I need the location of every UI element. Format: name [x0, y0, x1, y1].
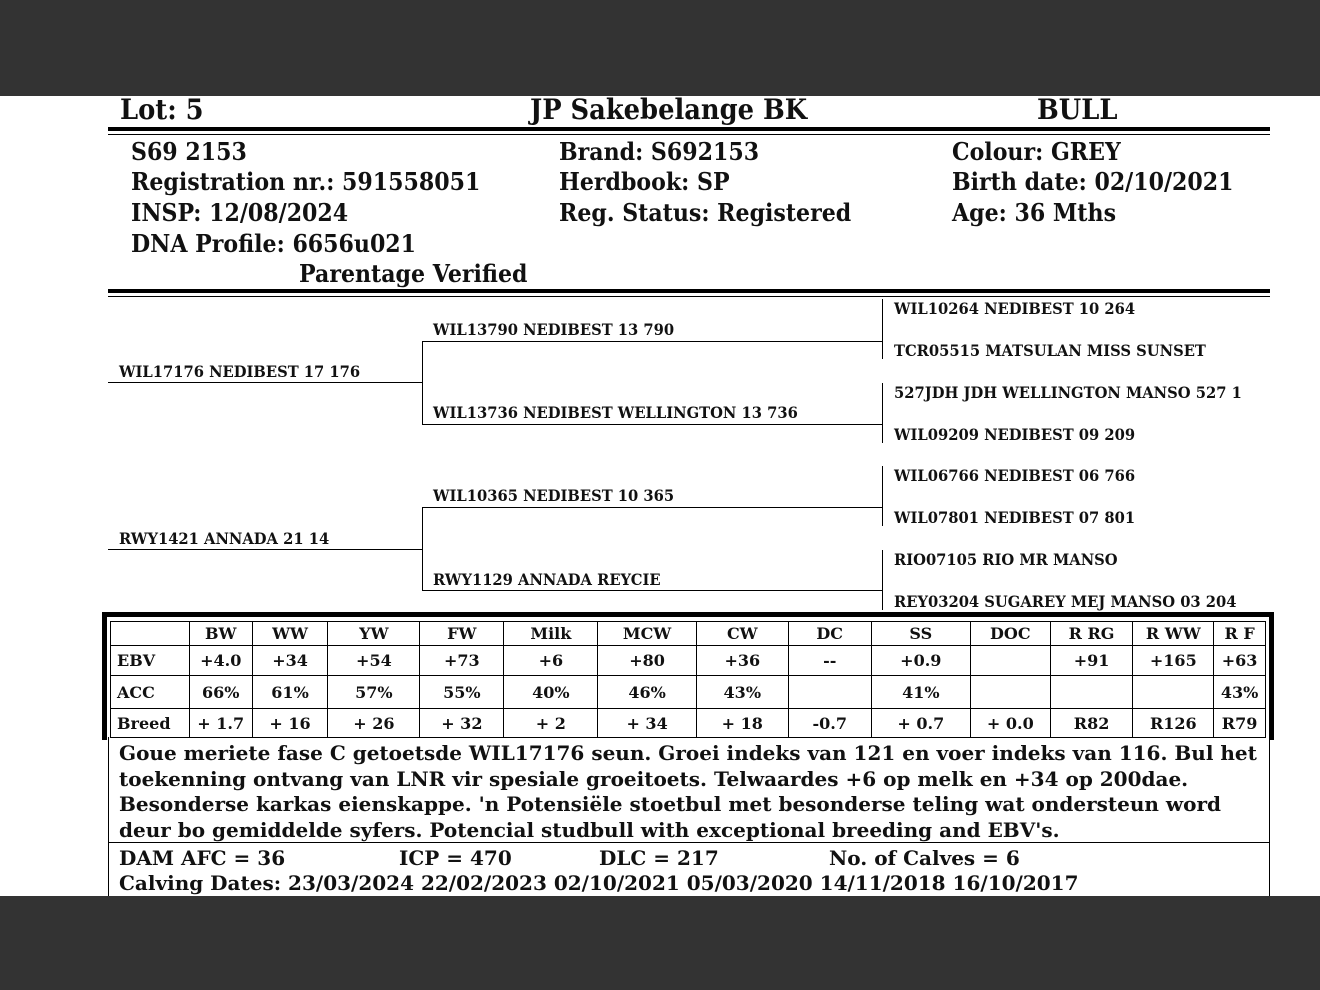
table-header-cell: WW — [252, 622, 328, 646]
dna-profile: DNA Profile: 6656u021 — [131, 229, 417, 258]
pedigree-dam-sire: WIL10365 NEDIBEST 10 365 — [433, 486, 675, 505]
table-cell: + 0.0 — [970, 709, 1050, 738]
table-cell — [970, 676, 1050, 709]
table-cell: +91 — [1050, 646, 1133, 676]
ggp-bracket-2 — [882, 383, 883, 443]
dlc: DLC = 217 — [599, 846, 719, 870]
table-header-cell: DOC — [970, 622, 1050, 646]
ggp-bracket-1 — [882, 299, 883, 359]
table-row-acc — [111, 676, 1266, 709]
comment-border-left — [108, 737, 109, 896]
table-row-ebv — [111, 646, 1266, 676]
ggp-bracket-4 — [882, 550, 883, 610]
table-frame-left — [102, 612, 107, 740]
pedigree-sire: WIL17176 NEDIBEST 17 176 — [119, 362, 361, 381]
table-cell — [970, 646, 1050, 676]
table-row-breed — [111, 709, 1266, 738]
animal-id: S69 2153 — [131, 137, 247, 166]
table-cell: +80 — [598, 646, 696, 676]
table-cell: R79 — [1214, 709, 1266, 738]
table-header-cell — [111, 622, 190, 646]
table-header-cell: CW — [696, 622, 788, 646]
table-cell: + 26 — [328, 709, 420, 738]
table-cell: 40% — [504, 676, 598, 709]
dam-sire-line — [422, 507, 882, 508]
table-cell: R126 — [1133, 709, 1214, 738]
table-cell: EBV — [111, 646, 190, 676]
table-frame-right — [1269, 612, 1274, 740]
pedigree-ggp-4: WIL09209 NEDIBEST 09 209 — [894, 425, 1136, 444]
seller-name: JP Sakebelange BK — [530, 93, 808, 126]
parentage-verified: Parentage Verified — [299, 259, 528, 288]
pedigree-dam: RWY1421 ANNADA 21 14 — [119, 529, 330, 548]
calving-dates: Calving Dates: 23/03/2024 22/02/2023 02/10/2021 05/03/2020 14/11/2018 16/10/2017 — [119, 871, 1079, 895]
table-cell: ACC — [111, 676, 190, 709]
table-cell: 57% — [328, 676, 420, 709]
ebv-header-row — [111, 622, 1266, 646]
table-frame-top — [102, 612, 1274, 617]
table-cell: + 18 — [696, 709, 788, 738]
sire-bracket — [422, 341, 423, 425]
table-cell: + 32 — [420, 709, 504, 738]
table-cell: + 1.7 — [189, 709, 252, 738]
table-cell: + 16 — [252, 709, 328, 738]
pedigree-ggp-8: REY03204 SUGAREY MEJ MANSO 03 204 — [894, 592, 1237, 611]
sire-line — [108, 382, 422, 383]
header-rule-thin — [108, 134, 1270, 135]
info-rule-thick — [108, 289, 1270, 293]
pedigree-ggp-6: WIL07801 NEDIBEST 07 801 — [894, 508, 1136, 527]
animal-sex: BULL — [1037, 93, 1118, 126]
table-header-cell: R F — [1214, 622, 1266, 646]
table-cell: Breed — [111, 709, 190, 738]
pedigree-ggp-5: WIL06766 NEDIBEST 06 766 — [894, 466, 1136, 485]
pedigree-ggp-2: TCR05515 MATSULAN MISS SUNSET — [894, 341, 1206, 360]
lot-number: Lot: 5 — [120, 93, 204, 126]
table-cell — [788, 676, 871, 709]
age: Age: 36 Mths — [952, 198, 1117, 227]
table-cell: +73 — [420, 646, 504, 676]
header-rule-thick — [108, 127, 1270, 131]
table-header-cell: R WW — [1133, 622, 1214, 646]
pedigree-ggp-7: RIO07105 RIO MR MANSO — [894, 550, 1118, 569]
table-cell: -0.7 — [788, 709, 871, 738]
table-cell: + 0.7 — [871, 709, 970, 738]
table-cell: +36 — [696, 646, 788, 676]
table-header-cell: BW — [189, 622, 252, 646]
sale-catalogue-page — [0, 93, 1320, 896]
table-header-cell: FW — [420, 622, 504, 646]
table-cell: -- — [788, 646, 871, 676]
comment-rule — [108, 842, 1270, 843]
dam-line — [108, 549, 422, 550]
table-header-cell: SS — [871, 622, 970, 646]
icp: ICP = 470 — [399, 846, 512, 870]
ggp-bracket-3 — [882, 466, 883, 526]
comment-border-right — [1269, 737, 1270, 896]
table-cell: 61% — [252, 676, 328, 709]
ebv-table — [110, 621, 1266, 738]
brand: Brand: S692153 — [559, 137, 760, 166]
table-cell: 41% — [871, 676, 970, 709]
pedigree-sire-sire: WIL13790 NEDIBEST 13 790 — [433, 320, 675, 339]
registration-number: Registration nr.: 591558051 — [131, 167, 481, 196]
table-cell — [1133, 676, 1214, 709]
table-cell: +54 — [328, 646, 420, 676]
number-of-calves: No. of Calves = 6 — [829, 846, 1020, 870]
table-cell: +165 — [1133, 646, 1214, 676]
table-header-cell: YW — [328, 622, 420, 646]
table-header-cell: Milk — [504, 622, 598, 646]
pedigree-dam-dam: RWY1129 ANNADA REYCIE — [433, 570, 661, 589]
sire-sire-line — [422, 341, 882, 342]
animal-comment: Goue meriete fase C getoetsde WIL17176 seun. Groei indeks van 121 en voer indeks van 116. Bul het toekenning ontvang van LNR vir spesiale groeitoets. Telwaardes +6 op melk en +34 op 200dae. Besonderse karkas eienskappe. 'n Potensiële stoetbul met besonderse teling wat ondersteun word deur bo gemiddelde syfers. Potencial studbull with exceptional breeding and EBV's. — [119, 741, 1257, 842]
table-cell: + 2 — [504, 709, 598, 738]
pedigree-ggp-3: 527JDH JDH WELLINGTON MANSO 527 1 — [894, 383, 1242, 402]
inspection-date: INSP: 12/08/2024 — [131, 198, 349, 227]
table-header-cell: R RG — [1050, 622, 1133, 646]
dam-dam-line — [422, 590, 882, 591]
sire-dam-line — [422, 424, 882, 425]
table-cell: 66% — [189, 676, 252, 709]
table-cell: +63 — [1214, 646, 1266, 676]
pedigree-sire-dam: WIL13736 NEDIBEST WELLINGTON 13 736 — [433, 403, 798, 422]
table-cell: +0.9 — [871, 646, 970, 676]
table-cell: +6 — [504, 646, 598, 676]
table-cell: +34 — [252, 646, 328, 676]
table-cell: R82 — [1050, 709, 1133, 738]
table-header-cell: DC — [788, 622, 871, 646]
pedigree-ggp-1: WIL10264 NEDIBEST 10 264 — [894, 299, 1136, 318]
birth-date: Birth date: 02/10/2021 — [952, 167, 1234, 196]
table-cell: 46% — [598, 676, 696, 709]
table-cell: 43% — [1214, 676, 1266, 709]
table-cell: +4.0 — [189, 646, 252, 676]
table-header-cell: MCW — [598, 622, 696, 646]
dam-afc: DAM AFC = 36 — [119, 846, 286, 870]
dam-bracket — [422, 507, 423, 591]
herdbook: Herdbook: SP — [559, 167, 730, 196]
table-cell: + 34 — [598, 709, 696, 738]
table-cell: 43% — [696, 676, 788, 709]
table-cell — [1050, 676, 1133, 709]
colour: Colour: GREY — [952, 137, 1121, 166]
table-cell: 55% — [420, 676, 504, 709]
info-rule-thin — [108, 296, 1270, 297]
registration-status: Reg. Status: Registered — [559, 198, 852, 227]
